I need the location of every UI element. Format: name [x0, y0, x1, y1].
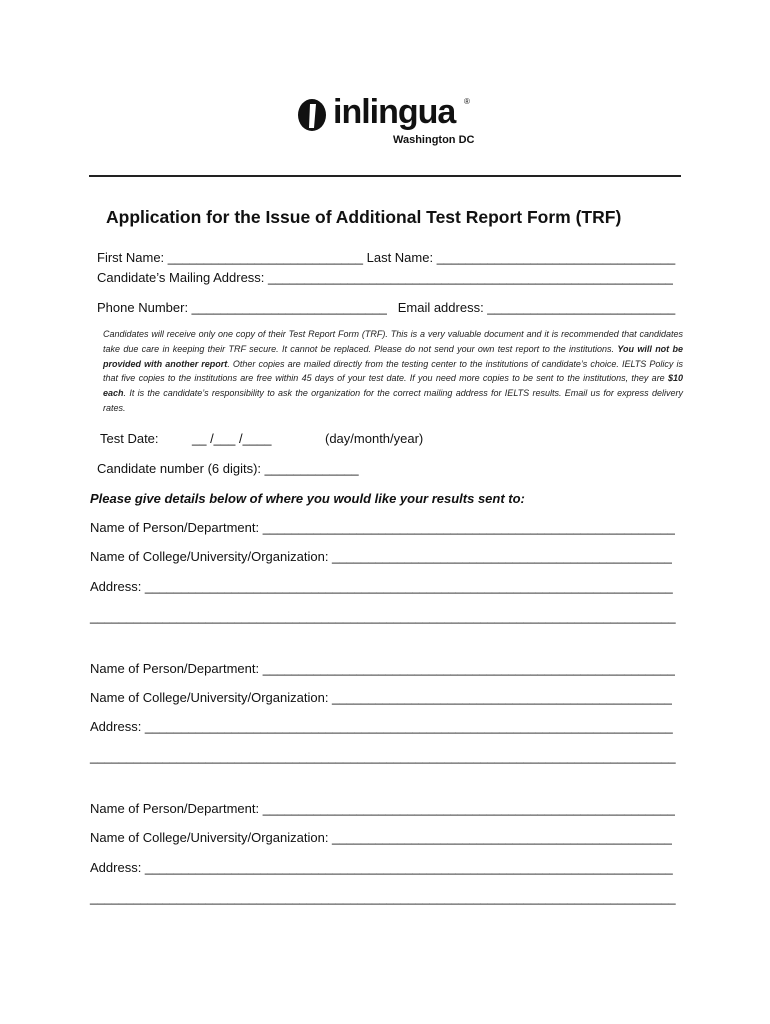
recipient-1-address-continued-field[interactable]: _________________________________________________________________________________ — [90, 609, 676, 624]
notice-text-1: Candidates will receive only one copy of their Test Report Form (TRF). This is a very valuable document and it is recommended that candidates take due care in keeping their TRF secure. It cannot be replaced. Please do not send your own test report to the institutions. — [103, 329, 683, 354]
phone-email-field[interactable]: Phone Number: ___________________________ Email address: __________________________ — [97, 300, 676, 315]
logo-location: Washington DC — [393, 134, 475, 146]
form-title: Application for the Issue of Additional Test Report Form (TRF) — [106, 207, 622, 227]
test-date-format: (day/month/year) — [325, 431, 424, 446]
notice-bold-2: $10 each — [103, 373, 683, 399]
logo-registered-mark: ® — [464, 97, 470, 106]
recipient-1-college-field[interactable]: Name of College/University/Organization: _______________________________________________ — [90, 549, 672, 564]
notice-text-2: . Other copies are mailed directly from the testing center to the institutions of candidate’s choice. IELTS Policy is that five copies to the institutions are free within 45 days of your test date. If you need more copies to be sent to the institutions, they are — [103, 358, 683, 384]
mailing-address-field[interactable]: Candidate’s Mailing Address: ________________________________________________________ — [97, 270, 673, 285]
logo-wordmark: inlingua — [333, 93, 456, 131]
inlingua-logo-mark-icon — [297, 98, 329, 132]
recipient-1-address-field[interactable]: Address: _________________________________________________________________________ — [90, 579, 673, 594]
notice-bold-1: You will not be provided with another report — [103, 343, 684, 369]
test-date-field[interactable]: __ /___ /____ — [192, 431, 272, 446]
recipient-2-college-field[interactable]: Name of College/University/Organization: _______________________________________________ — [90, 690, 672, 705]
candidate-number-field[interactable]: Candidate number (6 digits): _____________ — [97, 461, 359, 476]
test-date-label: Test Date: — [100, 431, 159, 446]
first-last-name-field[interactable]: First Name: ___________________________ Last Name: _________________________________ — [97, 250, 676, 265]
recipient-3-address-continued-field[interactable]: _________________________________________________________________________________ — [90, 890, 676, 905]
notice-text-3: . It is the candidate’s responsibility to ask the organization for the correct mailing address for IELTS results. Email us for express delivery rates. — [103, 388, 683, 413]
recipient-3-college-field[interactable]: Name of College/University/Organization: _______________________________________________ — [90, 830, 672, 845]
recipient-2-person-field[interactable]: Name of Person/Department: _________________________________________________________ — [90, 661, 675, 676]
trf-notice — [103, 327, 683, 416]
header-divider — [89, 175, 681, 177]
recipient-1-person-field[interactable]: Name of Person/Department: _________________________________________________________ — [90, 520, 675, 535]
recipient-3-person-field[interactable]: Name of Person/Department: _________________________________________________________ — [90, 801, 675, 816]
recipient-2-address-continued-field[interactable]: _________________________________________________________________________________ — [90, 749, 676, 764]
recipient-2-address-field[interactable]: Address: _________________________________________________________________________ — [90, 719, 673, 734]
recipients-heading: Please give details below of where you would like your results sent to: — [90, 491, 525, 506]
recipient-3-address-field[interactable]: Address: _________________________________________________________________________ — [90, 860, 673, 875]
inlingua-logo — [297, 93, 487, 156]
